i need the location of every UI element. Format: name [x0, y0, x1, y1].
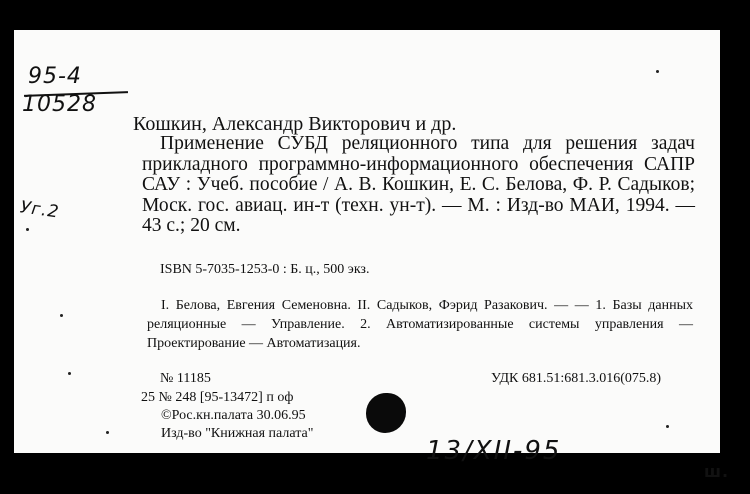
- bibliographic-description: Применение СУБД реляционного типа для решения задач прикладного программно-информационного обеспечения САПР САУ : Учеб. пособие / А. В. Кошкин, Е. С. Белова, Ф. Р. Садыков; Моск. гос. авиац. ин-т (техн. ун-т). — М. : Изд-во МАИ, 1994. — 43 с.; 20 см.: [142, 133, 695, 236]
- isbn-line: ISBN 5-7035-1253-0 : Б. ц., 500 экз.: [160, 262, 370, 277]
- added-entries: I. Белова, Евгения Семеновна. II. Садыков, Фэрид Разакович. — — 1. Базы данных реляционные — Управление. 2. Автоматизированные системы управления — Проектирование — Автоматизация.: [147, 298, 693, 351]
- author-heading: Кошкин, Александр Викторович и др.: [133, 113, 457, 135]
- catalog-line-1: 25 № 248 [95-13472] п оф: [141, 390, 294, 405]
- catalog-line-2: ©Рос.кн.палата 30.06.95: [161, 408, 306, 423]
- registration-note: 13/XII-95: [426, 436, 562, 466]
- shelf-mark-bottom: 10528: [22, 92, 97, 117]
- ink-stamp: [366, 393, 406, 433]
- shelf-mark-top: 95-4: [28, 64, 82, 89]
- margin-note: Уг.2: [18, 197, 61, 223]
- speck: [666, 425, 669, 428]
- speck: [106, 431, 109, 434]
- corner-mark: ш.: [704, 462, 730, 481]
- speck: [656, 70, 659, 73]
- udc-code: УДК 681.51:681.3.016(075.8): [491, 371, 662, 386]
- catalog-line-3: Изд-во "Книжная палата": [161, 426, 314, 441]
- catalog-card: [14, 30, 730, 481]
- speck: [68, 372, 71, 375]
- record-number: № 11185: [160, 371, 211, 386]
- speck: [60, 314, 63, 317]
- speck: [26, 228, 29, 231]
